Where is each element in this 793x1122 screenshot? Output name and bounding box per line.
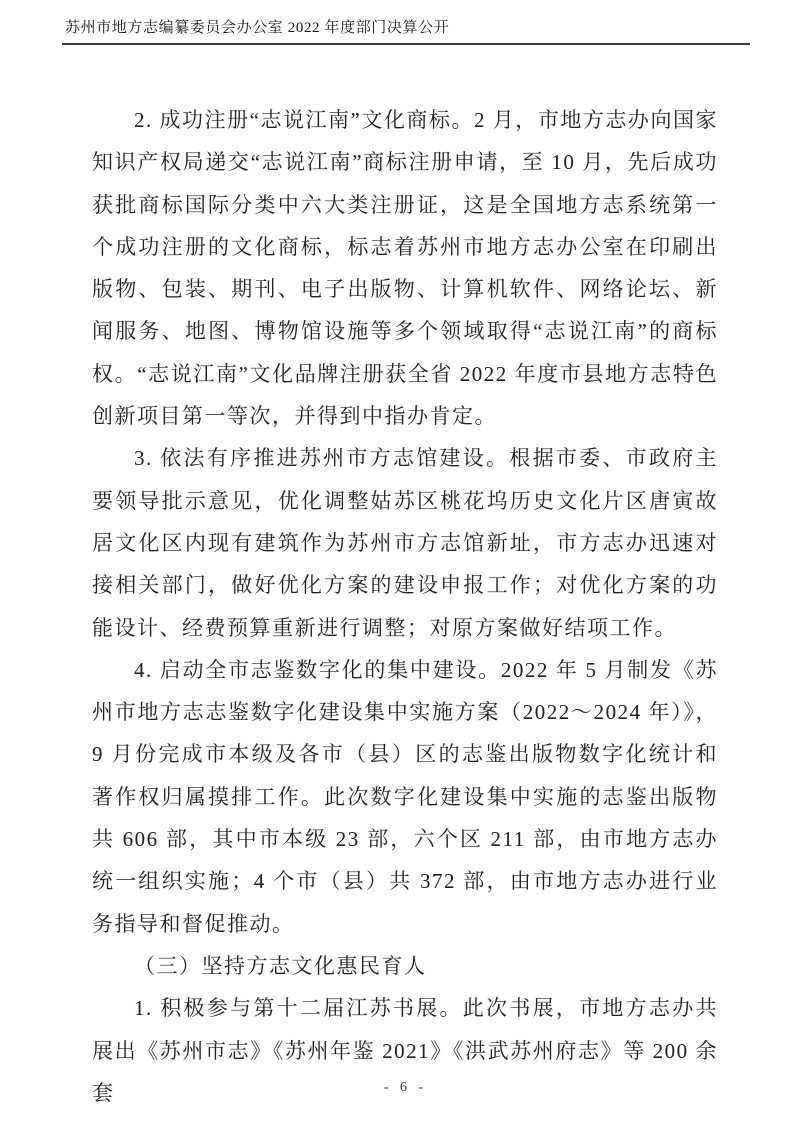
paragraph: 3. 依法有序推进苏州市方志馆建设。根据市委、市政府主要领导批示意见，优化调整姑苏区桃花坞历史文化片区唐寅故居文化区内现有建筑作为苏州市方志馆新址，市方志办迅速对接相关部门，做好优化方案的建设申报工作；对优化方案的功能设计、经费预算重新进行调整；对原方案做好结项工作。	[92, 446, 718, 640]
document-body	[92, 99, 718, 1114]
document-header	[62, 18, 750, 45]
paragraph: （三）坚持方志文化惠民育人	[134, 953, 427, 978]
paragraph: 4. 启动全市志鉴数字化的集中建设。2022 年 5 月制发《苏州市地方志志鉴数字化建设集中实施方案（2022～2024 年）》，9 月份完成市本级及各市（县）区的志鉴出版物数字化统计和著作权归属摸排工作。此次数字化建设集中实施的志鉴出版物共 606 部，其中市本级 23 部，六个区 211 部，由市地方志办统一组织实施；4 个市（县）共 372 部，由市地方志办进行业务指导和督促推动。	[92, 657, 718, 936]
paragraph: 2. 成功注册“志说江南”文化商标。2 月，市地方志办向国家知识产权局递交“志说江南”商标注册申请，至 10 月，先后成功获批商标国际分类中六大类注册证，这是全国地方志系统第一个成功注册的文化商标，标志着苏州市地方志办公室在印刷出版物、包装、期刊、电子出版物、计算机软件、网络论坛、新闻服务、地图、博物馆设施等多个领域取得“志说江南”的商标权。“志说江南”文化品牌注册获全省 2022 年度市县地方志特色创新项目第一等次，并得到中指办肯定。	[92, 108, 718, 429]
paragraph: 1. 积极参与第十二届江苏书展。此次书展，市地方志办共展出《苏州市志》《苏州年鉴 2021》《洪武苏州府志》等 200 余套	[92, 996, 718, 1105]
document-footer	[0, 1078, 793, 1096]
header-title: 苏州市地方志编纂委员会办公室 2022 年度部门决算公开	[65, 20, 450, 36]
page-number: - 6 -	[383, 1080, 428, 1095]
